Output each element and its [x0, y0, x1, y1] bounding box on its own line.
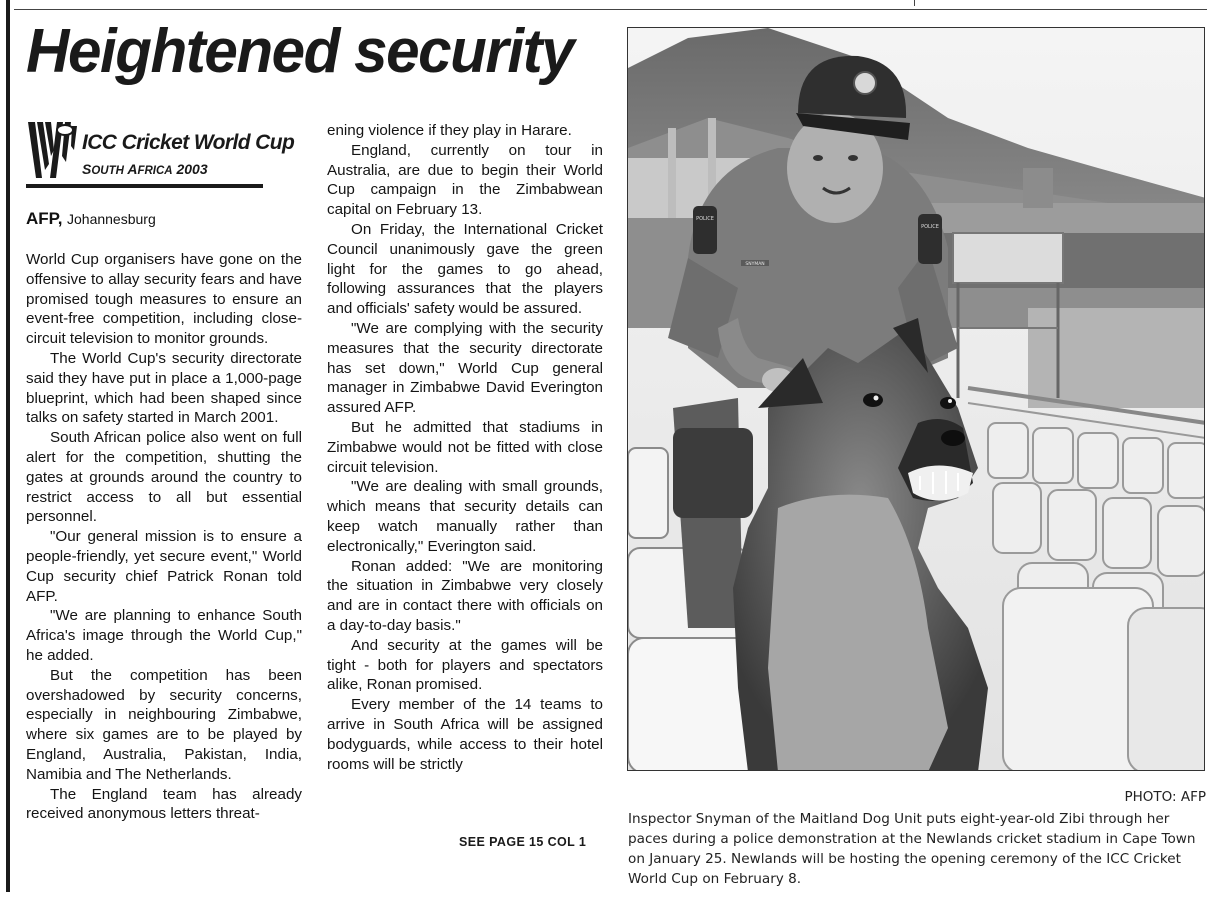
logo-subtitle-initial: A: [127, 161, 138, 177]
logo-title: ICC Cricket World Cup: [82, 131, 295, 154]
photo-caption: Inspector Snyman of the Maitland Dog Unit puts eight-year-old Zibi through her paces during a police demonstration at the Newlands cricket stadium in Cape Town on January 25. Newlands will be hosting the opening ceremony of the ICC Cricket World Cup on February 8.: [628, 811, 1196, 887]
column1-paragraph: The World Cup's security directorate said they have put in place a 1,000-page blueprint, which had been shaped since talks on safety started in March 2001.: [26, 349, 302, 427]
byline-location: Johannesburg: [67, 211, 156, 227]
column2-paragraph: On Friday, the International Cricket Council unanimously gave the green light for the games to go ahead, following assurances that the players and officials' safety would be assured.: [327, 220, 603, 318]
logo-underline-bar: [26, 184, 263, 188]
column1-paragraph: The England team has already received anonymous letters threat-: [26, 785, 302, 823]
column2-paragraph: Ronan added: "We are monitoring the situation in Zimbabwe very closely and are in contact there with officials on a day-to-day basis.": [327, 557, 603, 634]
logo-subtitle-word: 2003: [176, 161, 208, 177]
article-column-1: [26, 250, 302, 824]
patch-text-right: POLICE: [921, 224, 939, 230]
column2-paragraph: "We are dealing with small grounds, which means that security details can keep watch manually rather than electronically," Everington said.: [327, 478, 603, 555]
photo-credit: PHOTO: AFP: [1124, 789, 1206, 805]
column1-paragraph: World Cup organisers have gone on the offensive to allay security fears and have promised tough measures to ensure an event-free competition, including close-circuit television to monitor grounds.: [26, 251, 302, 348]
column2-paragraph: ening violence if they play in Harare.: [327, 122, 572, 139]
logo-subtitle-word: [127, 161, 172, 177]
article-column-2: [327, 121, 603, 774]
byline: [26, 208, 156, 231]
column1-paragraph: "Our general mission is to ensure a people-friendly, yet secure event," World Cup security chief Patrick Ronan told AFP.: [26, 528, 302, 605]
headline: Heightened security: [26, 17, 574, 86]
patch-text-left: POLICE: [696, 216, 714, 222]
column2-paragraph: And security at the games will be tight - both for players and spectators alike, Ronan promised.: [327, 636, 603, 694]
police-dog-photo-illustration: [628, 28, 1205, 771]
cap-badge-icon: [854, 72, 876, 94]
left-margin-rule: [6, 0, 10, 892]
icc-logo-mark-icon: [26, 120, 78, 180]
logo-subtitle-rest: FRICA: [137, 165, 173, 177]
logo-subtitle-initial: S: [82, 161, 92, 177]
logo-subtitle: [82, 160, 208, 180]
column1-paragraph: But the competition has been overshadowed by security concerns, especially in neighbouring Zimbabwe, where six games are to be played by England, Australia, Pakistan, India, Namibia and The Netherlands.: [26, 666, 302, 783]
continuation-note: SEE PAGE 15 COL 1: [459, 835, 587, 849]
column1-paragraph: "We are planning to enhance South Africa's image through the World Cup," he added.: [26, 607, 302, 664]
logo-subtitle-rest: OUTH: [91, 165, 124, 177]
logo-subtitle-word: [82, 161, 124, 177]
byline-agency: AFP,: [26, 209, 63, 228]
column1-paragraph: South African police also went on full alert for the competition, shutting the gates at grounds around the country to restrict access to all but essential personnel.: [26, 429, 302, 526]
news-photo: [627, 27, 1205, 771]
top-rule-tick: [914, 0, 915, 6]
icc-world-cup-logo: [26, 120, 295, 190]
top-page-rule: [14, 9, 1207, 10]
logo-subtitle-text: [82, 161, 208, 177]
name-tag-text: SNYMAN: [745, 262, 765, 267]
police-patch-left: [693, 206, 717, 254]
column2-paragraph: Every member of the 14 teams to arrive in South Africa will be assigned bodyguards, while access to their hotel rooms will be strictly: [327, 696, 603, 773]
column2-paragraph: England, currently on tour in Australia, are due to begin their World Cup campaign in the Zimbabwean capital on February 13.: [327, 141, 603, 219]
column2-paragraph: "We are complying with the security measures that the security directorate has set down," World Cup general manager in Zimbabwe David Everington assured AFP.: [327, 319, 603, 417]
police-patch-right: [918, 214, 942, 264]
column2-paragraph: But he admitted that stadiums in Zimbabwe would not be fitted with close circuit television.: [327, 418, 603, 476]
